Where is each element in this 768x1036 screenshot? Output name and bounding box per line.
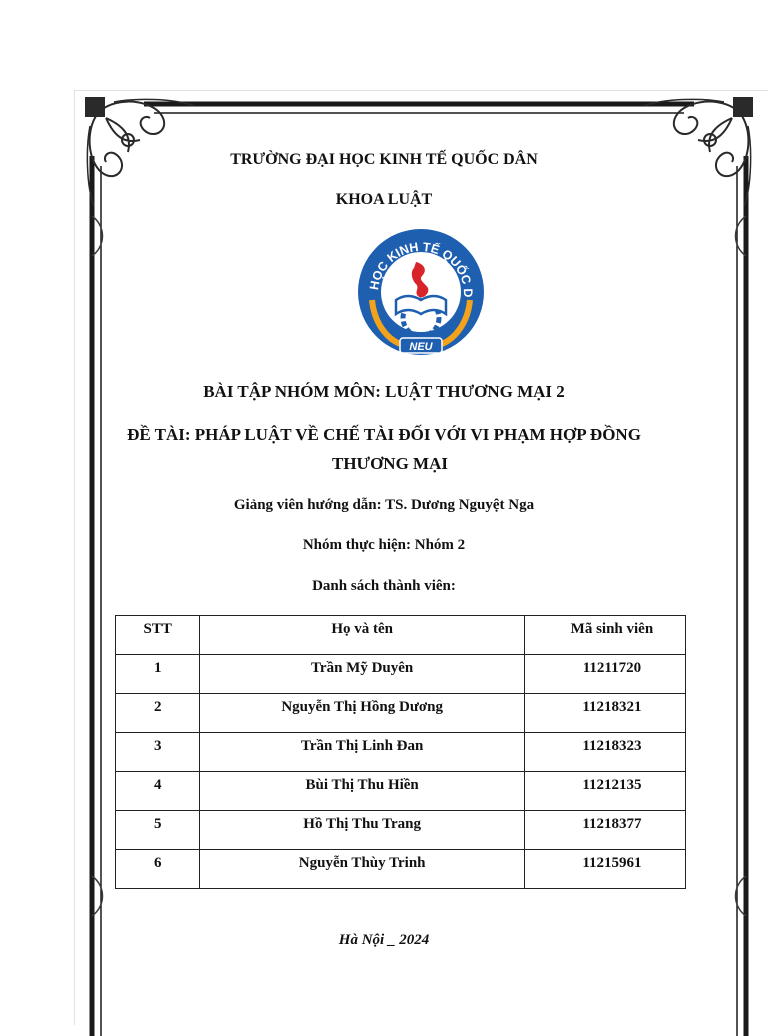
table-header-row xyxy=(116,616,686,655)
cell-name: Trần Mỹ Duyên xyxy=(200,655,524,694)
group-line: Nhóm thực hiện: Nhóm 2 xyxy=(302,537,466,553)
cell-stt: 4 xyxy=(116,772,200,811)
topic-line-1: ĐỀ TÀI: PHÁP LUẬT VỀ CHẾ TÀI ĐỐI VỚI VI PHẠM HỢP ĐỒNG xyxy=(127,425,641,444)
cell-student-id: 11211720 xyxy=(524,655,685,694)
logo-badge-text: NEU xyxy=(409,341,433,353)
topic-line-2: THƯƠNG MẠI xyxy=(331,454,448,473)
table-row xyxy=(116,733,686,772)
cell-stt: 5 xyxy=(116,811,200,850)
logo-ring-text: HỌC KINH TẾ QUỐC D xyxy=(367,239,476,298)
cell-student-id: 11218377 xyxy=(524,811,685,850)
cell-stt: 6 xyxy=(116,850,200,889)
logo-book-icon xyxy=(396,296,446,314)
header-name: Họ và tên xyxy=(200,616,524,655)
faculty-name: KHOA LUẬT xyxy=(335,191,433,208)
cell-student-id: 11218321 xyxy=(524,694,685,733)
cell-name: Bùi Thị Thu Hiền xyxy=(200,772,524,811)
table-row xyxy=(116,811,686,850)
cell-student-id: 11212135 xyxy=(524,772,685,811)
school-name: TRƯỜNG ĐẠI HỌC KINH TẾ QUỐC DÂN xyxy=(230,151,538,168)
members-heading: Danh sách thành viên: xyxy=(312,578,456,594)
assignment-title: BÀI TẬP NHÓM MÔN: LUẬT THƯƠNG MẠI 2 xyxy=(203,382,565,401)
cell-stt: 1 xyxy=(116,655,200,694)
table-row xyxy=(116,772,686,811)
cell-name: Hồ Thị Thu Trang xyxy=(200,811,524,850)
table-row xyxy=(116,694,686,733)
table-row xyxy=(116,655,686,694)
lecturer-line: Giảng viên hướng dẫn: TS. Dương Nguyệt Nga xyxy=(233,497,535,513)
cell-stt: 3 xyxy=(116,733,200,772)
university-logo xyxy=(356,222,486,362)
table-row xyxy=(116,850,686,889)
header-stt: STT xyxy=(116,616,200,655)
cell-name: Trần Thị Linh Đan xyxy=(200,733,524,772)
cell-stt: 2 xyxy=(116,694,200,733)
place-date: Hà Nội _ 2024 xyxy=(338,932,430,948)
cell-name: Nguyễn Thùy Trinh xyxy=(200,850,524,889)
members-table xyxy=(115,615,686,889)
header-student-id: Mã sinh viên xyxy=(524,616,685,655)
logo-emblem xyxy=(356,222,486,362)
cell-student-id: 11218323 xyxy=(524,733,685,772)
cell-student-id: 11215961 xyxy=(524,850,685,889)
cell-name: Nguyễn Thị Hồng Dương xyxy=(200,694,524,733)
